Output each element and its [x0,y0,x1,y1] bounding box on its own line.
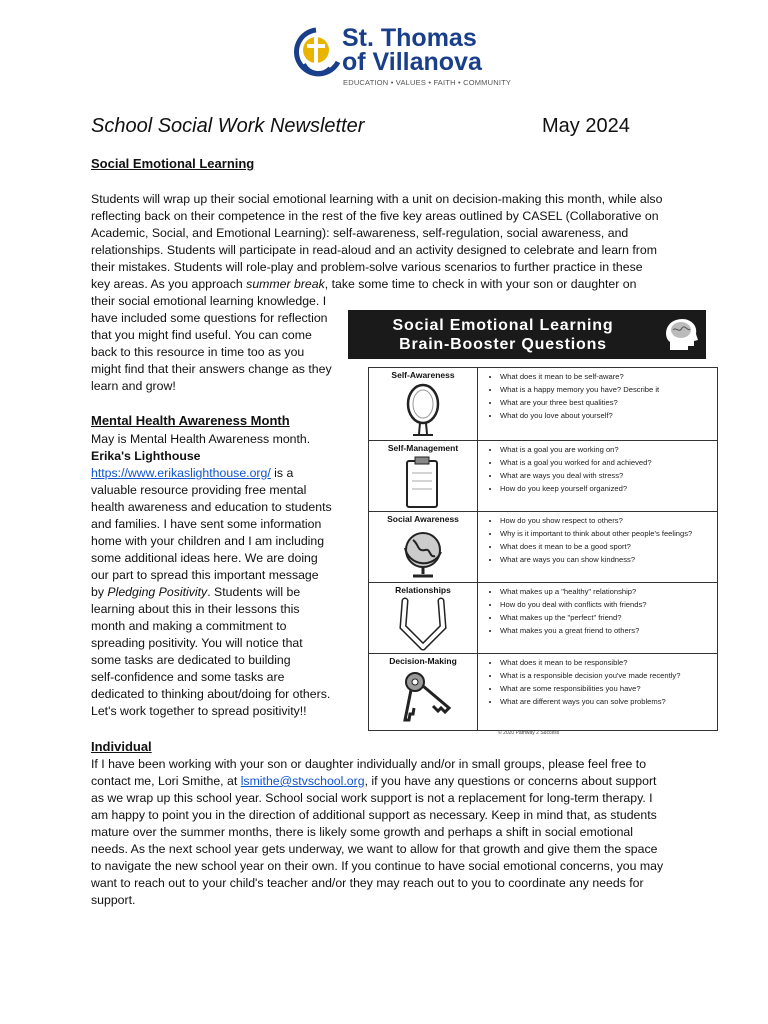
list-item: • Why is it important to think about other people's feelings? [500,529,713,539]
table-row [369,653,717,731]
list-item: • What are ways you can show kindness? [500,555,713,565]
table-row [369,368,717,440]
table-row [369,440,717,512]
list-item: • What are some responsibilities you have? [500,684,713,694]
erikas-lighthouse-link[interactable]: https://www.erikaslighthouse.org/ [91,466,271,480]
card-copyright: © 2020 Pathway 2 Success [498,730,560,736]
arms-icon [369,597,477,653]
individual-paragraph: If I have been working with your son or daughter individually and/or in small groups, please feel free to contact me, Lori Smithe, at lsmithe@stvschool.org, if you have any questions or concerns about support as we wrap up this school year. School social work support is not a replacement for long-term therapy. I am happy to point you in the direction of additional support as necessary. Keep in mind that, as students mature over the summer months, there is likely some growth and perhaps a shift in social emotional needs. As the next school year gets underway, we want to allow for that growth and give them the space to navigate the new school year on their own. If you continue to have social emotional concerns, you may want to reach out to your child's teacher and/or they may reach out to you to coordinate any needs for support. [91,757,664,907]
category-label: Social Awareness [387,514,459,524]
category-label: Decision-Making [389,656,457,666]
list-item: • What makes you a great friend to others? [500,626,713,636]
list-item: • How do you show respect to others? [500,516,713,526]
newsletter-date: May 2024 [542,115,630,137]
sel-heading: Social Emotional Learning [91,156,255,171]
newsletter-title: School Social Work Newsletter [91,115,365,137]
table-row [369,582,717,654]
card-header [348,310,706,359]
table-row [369,511,717,583]
email-link[interactable]: lsmithe@stvschool.org [240,774,365,788]
mh-paragraph: May is Mental Health Awareness month. Erika's Lighthouse https://www.erikaslighthouse.org/ is a valuable resource providing free mental health awareness and education to students and families. I have sent some information home with your children and I am including some additional ideas here. We are doing our part to spread this important message by Pledging Positivity. Students will be learning about this in their lessons this month and making a commitment to spreading positivity. You will notice that some tasks are dedicated to building self-confidence and some tasks are dedicated to thinking about/doing for others. Let's work together to spread positivity!! [91,431,351,720]
globe-icon [369,526,477,582]
keys-icon [369,668,477,728]
brain-head-icon [662,316,700,352]
list-item: • What do you love about yourself? [500,411,713,421]
list-item: • What is a responsible decision you've made recently? [500,671,713,681]
logo-wordmark: St. Thomas of Villanova [342,24,482,76]
org-name: Erika's Lighthouse [91,449,201,463]
list-item: • What are your three best qualities? [500,398,713,408]
mh-heading: Mental Health Awareness Month [91,413,290,428]
card-title-line1: Social Emotional Learning [392,317,614,334]
list-item: • How do you keep yourself organized? [500,484,713,494]
individual-heading: Individual [91,739,152,754]
brain-booster-table [368,367,718,731]
card-title-line2: Brain-Booster Questions [399,336,607,353]
clipboard-icon [369,455,477,511]
list-item: • What are different ways you can solve problems? [500,697,713,707]
list-item: • What makes up the "perfect" friend? [500,613,713,623]
list-item: • What is a happy memory you have? Describe it [500,385,713,395]
list-item: • What does it mean to be a good sport? [500,542,713,552]
mirror-icon [369,382,477,438]
logo-tagline: EDUCATION • VALUES • FAITH • COMMUNITY [343,78,512,87]
list-item: • What is a goal you worked for and achieved? [500,458,713,468]
list-item: • How do you deal with conflicts with friends? [500,600,713,610]
list-item: • What does it mean to be responsible? [500,658,713,668]
category-label: Self-Awareness [391,370,455,380]
list-item: • What is a goal you are working on? [500,445,713,455]
category-label: Relationships [395,585,451,595]
category-label: Self-Management [387,443,459,453]
list-item: • What are ways you deal with stress? [500,471,713,481]
list-item: • What makes up a "healthy" relationship? [500,587,713,597]
sel-paragraph: Students will wrap up their social emotional learning with a unit on decision-making this month, while also reflecting back on their competence in the rest of the five key areas outlined by CASEL (Collaborative on Academic, Social, and Emotional Learning): self-awareness, self-regulation, social awareness, and relationships. Students will participate in read-aloud and an activity designed to celebrate and learn from their mistakes. Students will role-play and problem-solve various scenarios to further practice in these key areas. As you approach summer break, take some time to check in with your son or daughter on their social emotional learning knowledge. I have included some questions for reflection that you might find useful. You can come back to this resource in time too as you might find that their answers change as they learn and grow! [91,192,663,393]
list-item: • What does it mean to be self-aware? [500,372,713,382]
